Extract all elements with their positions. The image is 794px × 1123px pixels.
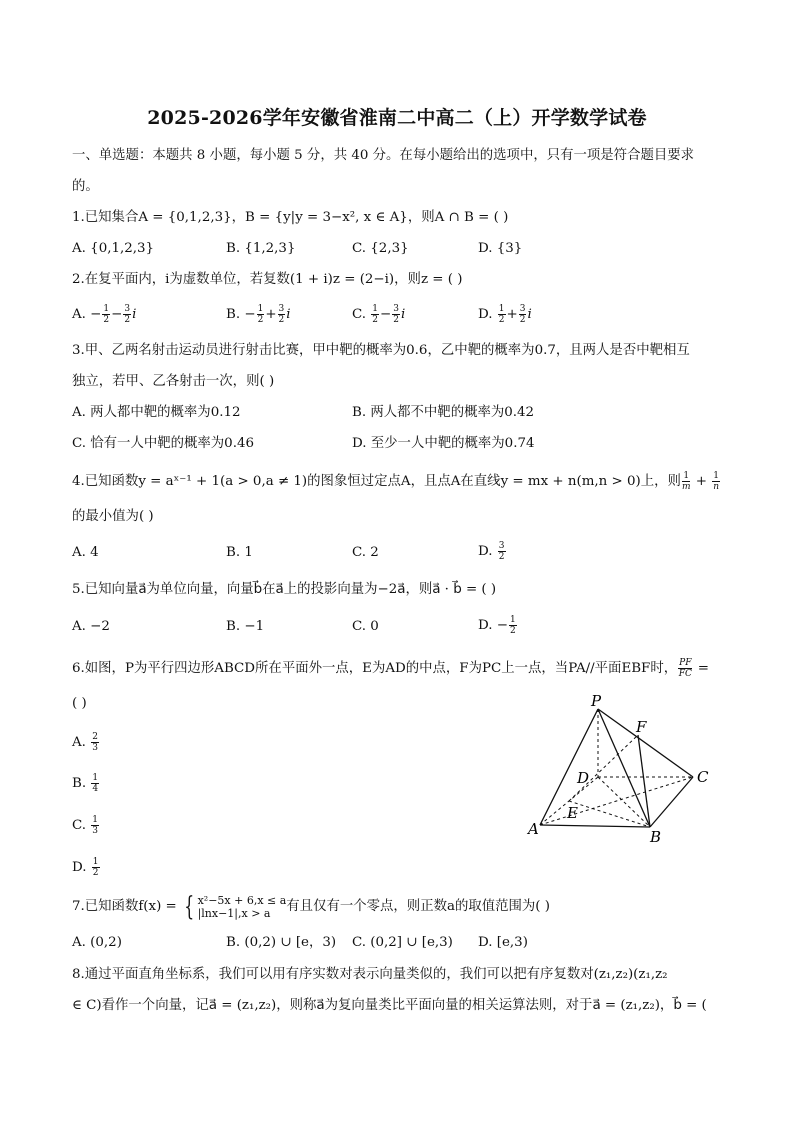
segment-EB (569, 801, 650, 827)
q2-option-b: B. − $\frac{1}{2}$ + $\frac{3}{2}$ i (226, 304, 291, 325)
label-B: B (650, 828, 662, 846)
q7-option-a: A. (0,2) (72, 935, 122, 950)
q6-option-b: B. $\frac{1}{4}$ (72, 773, 99, 794)
q5-option-b: B. −1 (226, 619, 265, 634)
label-E: E (567, 804, 578, 822)
page-title: 2025-2026学年安徽省淮南二中高二（上）开学数学试卷 (147, 107, 647, 129)
q6-option-d: D. $\frac{1}{2}$ (72, 857, 99, 878)
q4-option-b: B. 1 (226, 545, 253, 560)
q6-pyramid-figure (520, 695, 720, 850)
label-F: F (636, 718, 647, 736)
q8-stem-line1: 8.通过平面直角坐标系，我们可以用有序实数对表示向量类似的，我们可以把有序复数对(z₁,z₂)(z₁,z₂ (72, 967, 668, 982)
q3-option-c: C. 恰有一人中靶的概率为0.46 (72, 436, 255, 451)
edge-AB (540, 825, 650, 827)
q1-option-d: D. {3} (478, 241, 523, 256)
q4-stem-line1: 4.已知函数y = aˣ⁻¹ + 1(a > 0,a ≠ 1)的图象恒过定点A，且点A在直线y = mx + n(m,n > 0)上，则 $\frac{1}{m}$ + $\frac{1}{n}$ (72, 471, 719, 492)
q4-option-d: D. $\frac{3}{2}$ (478, 541, 505, 562)
label-C: C (697, 768, 709, 786)
q7-stem: 7.已知函数f(x) = { x²−5x + 6,x ≤ a |lnx−1|,x > a 有且仅有一个零点，则正数a的取值范围为( ) (72, 891, 551, 922)
q6-stem-line2: ( ) (72, 696, 87, 711)
q7-option-b: B. (0,2) ∪ [e，3) (226, 935, 337, 950)
q4-option-a: A. 4 (72, 545, 99, 560)
q8-stem-line2: ∈ C)看作一个向量，记a⃗ = (z₁,z₂)，则称a⃗为复向量类比平面向量的相关运算法则，对于a⃗ = (z₁,z₂)，b⃗ = ( (72, 998, 707, 1013)
q6-option-c: C. $\frac{1}{3}$ (72, 815, 99, 836)
q3-option-d: D. 至少一人中靶的概率为0.74 (352, 436, 535, 451)
q1-option-a: A. {0,1,2,3} (72, 241, 155, 256)
q6-option-a: A. $\frac{2}{3}$ (72, 732, 98, 753)
q4-option-c: C. 2 (352, 545, 379, 560)
section-header-line2: 的。 (72, 179, 99, 194)
q3-stem-line1: 3.甲、乙两名射击运动员进行射击比赛，甲中靶的概率为0.6，乙中靶的概率为0.7，且两人是否中靶相互 (72, 343, 690, 358)
q5-option-a: A. −2 (72, 619, 110, 634)
section-header-line1: 一、单选题：本题共 8 小题，每小题 5 分，共 40 分。在每小题给出的选项中，只有一项是符合题目要求 (72, 148, 695, 163)
q1-stem: 1.已知集合A = {0,1,2,3}，B = {y|y = 3−x², x ∈ A}，则A ∩ B = ( ) (72, 210, 509, 225)
q3-option-b: B. 两人都不中靶的概率为0.42 (352, 405, 535, 420)
q2-option-c: C. $\frac{1}{2}$ − $\frac{3}{2}$ i (352, 304, 406, 325)
q7-option-c: C. (0,2] ∪ [e,3) (352, 935, 453, 950)
q3-stem-line2: 独立，若甲、乙各射击一次，则( ) (72, 374, 275, 389)
q5-stem: 5.已知向量a⃗为单位向量，向量b⃗在a⃗上的投影向量为−2a⃗，则a⃗ · b⃗ = ( ) (72, 582, 497, 597)
q4-stem-line2: 的最小值为( ) (72, 509, 154, 524)
segment-AC (540, 777, 693, 825)
label-D: D (577, 769, 590, 787)
label-P: P (591, 695, 602, 710)
q1-option-c: C. {2,3} (352, 241, 409, 256)
q2-option-a: A. − $\frac{1}{2}$ − $\frac{3}{2}$ i (72, 304, 137, 325)
label-A: A (528, 820, 539, 838)
q2-option-d: D. $\frac{1}{2}$ + $\frac{3}{2}$ i (478, 304, 532, 325)
q2-stem: 2.在复平面内，i为虚数单位，若复数(1 + i)z = (2−i)，则z = ( ) (72, 272, 463, 287)
q7-option-d: D. [e,3) (478, 935, 528, 950)
edge-BC (650, 777, 693, 827)
q5-option-d: D. − $\frac{1}{2}$ (478, 615, 516, 636)
q6-stem: 6.如图，P为平行四边形ABCD所在平面外一点，E为AD的中点，F为PC上一点，当PA//平面EBF时， $\frac{PF}{FC}$ = (72, 658, 709, 679)
q3-option-a: A. 两人都中靶的概率为0.12 (72, 405, 241, 420)
q5-option-c: C. 0 (352, 619, 379, 634)
q1-option-b: B. {1,2,3} (226, 241, 296, 256)
segment-DB (598, 777, 650, 827)
